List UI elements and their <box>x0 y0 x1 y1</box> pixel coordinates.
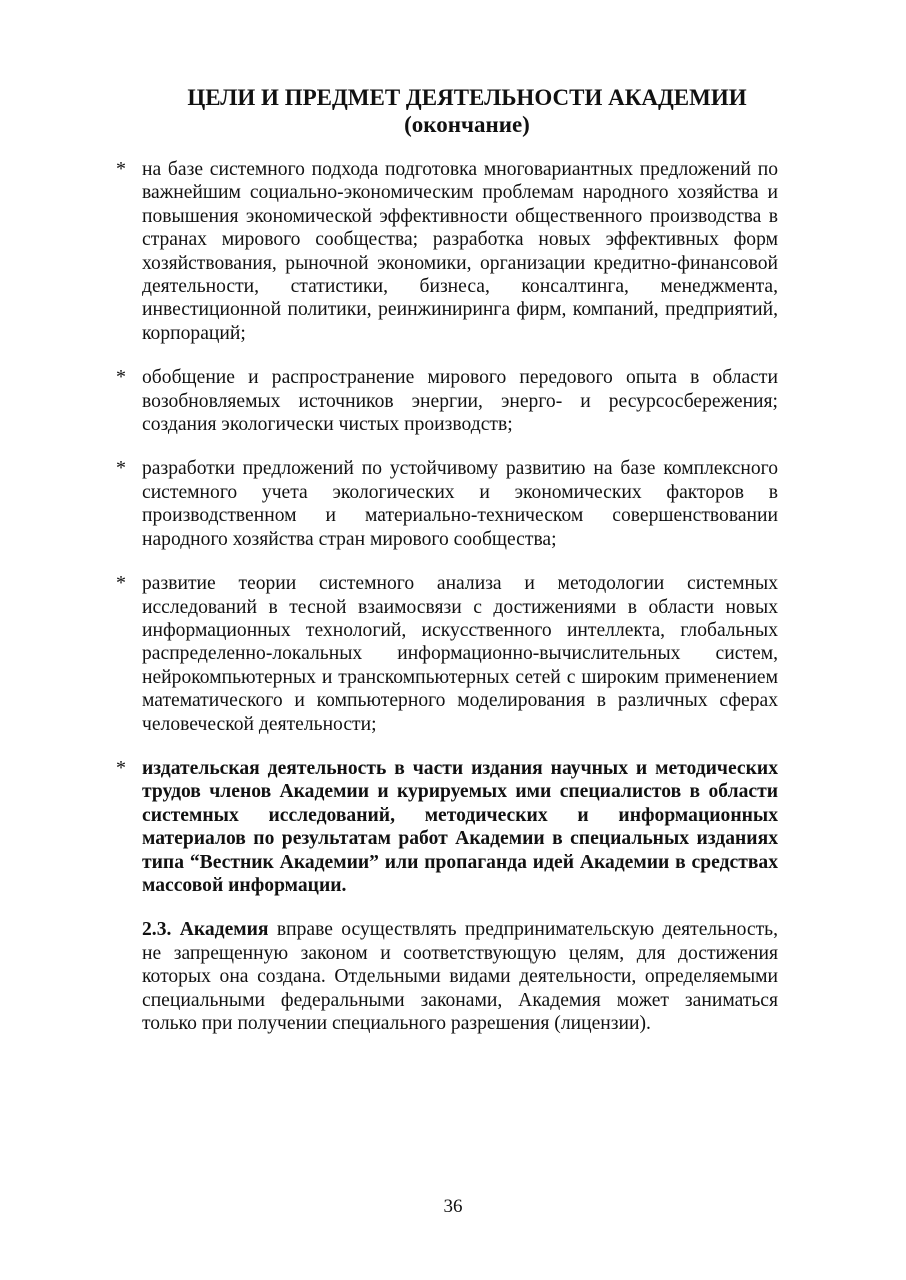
bullet-asterisk: * <box>116 756 126 779</box>
list-item-text: издательская деятельность в части издания научных и методических трудов членов Академии и курируемых ими специалистов в области системных исследований, методических и информационных материалов по результатам работ Академии в специальных изданиях типа “Вестник Академии” или пропаганда идей Академии в средствах массовой информации. <box>142 757 778 896</box>
section-paragraph <box>116 918 778 1035</box>
bullet-asterisk: * <box>116 366 126 389</box>
list-item-text: разработки предложений по устойчивому развитию на базе комплексного системного учета экологических и экономических факторов в производственном и материально-техническом совершенствовании народного хозяйства стран мирового сообщества; <box>142 458 778 550</box>
bullet-asterisk: * <box>116 158 126 180</box>
section-body: вправе осуществлять предпринимательскую деятельность, не запрещенную законом и соответствующую целям, для достижения которых она создана. Отдельными видами деятельности, определяемыми специальными федеральными законами, Академия может заниматься только при получении специального разрешения (лицензии). <box>142 919 778 1034</box>
title-line-main: ЦЕЛИ И ПРЕДМЕТ ДЕЯТЕЛЬНОСТИ АКАДЕМИИ <box>187 85 747 110</box>
page-title <box>156 84 778 138</box>
list-item-text: развитие теории системного анализа и методологии системных исследований в тесной взаимосвязи с достижениями в области новых информационных технологий, искусственного интеллекта, глобальных распределенно-локальных информационно-вычислительных систем, нейрокомпьютерных и транскомпьютерных сетей с широким применением математического и компьютерного моделирования в различных сферах человеческой деятельности; <box>142 573 778 735</box>
section-number: 2.3. <box>142 919 172 941</box>
section-paragraph-text <box>142 918 778 1035</box>
list-item-text: на базе системного подхода подготовка многовариантных предложений по важнейшим социально-экономическим проблемам народного хозяйства и повышения экономической эффективности общественного производства в странах мирового сообщества; разработка новых эффективных форм хозяйствования, рыночной экономики, организации кредитно-финансовой деятельности, статистики, бизнеса, консалтинга, менеджмента, инвестиционной политики, реинжиниринга фирм, компаний, предприятий, корпораций; <box>142 159 778 344</box>
list-item-text: обобщение и распространение мирового передового опыта в области возобновляемых источников энергии, энерго- и ресурсосбережения; создания экологически чистых производств; <box>142 367 778 436</box>
list-item <box>116 572 778 736</box>
title-line-continuation: (окончание) <box>404 112 530 137</box>
page-number: 36 <box>443 1196 463 1217</box>
list-item <box>116 366 778 436</box>
section-subject: Академия <box>179 919 269 941</box>
bullet-asterisk: * <box>116 457 126 480</box>
bullet-asterisk: * <box>116 572 126 595</box>
list-item <box>116 158 778 345</box>
list-item <box>116 457 778 551</box>
list-item-bold <box>116 757 778 897</box>
